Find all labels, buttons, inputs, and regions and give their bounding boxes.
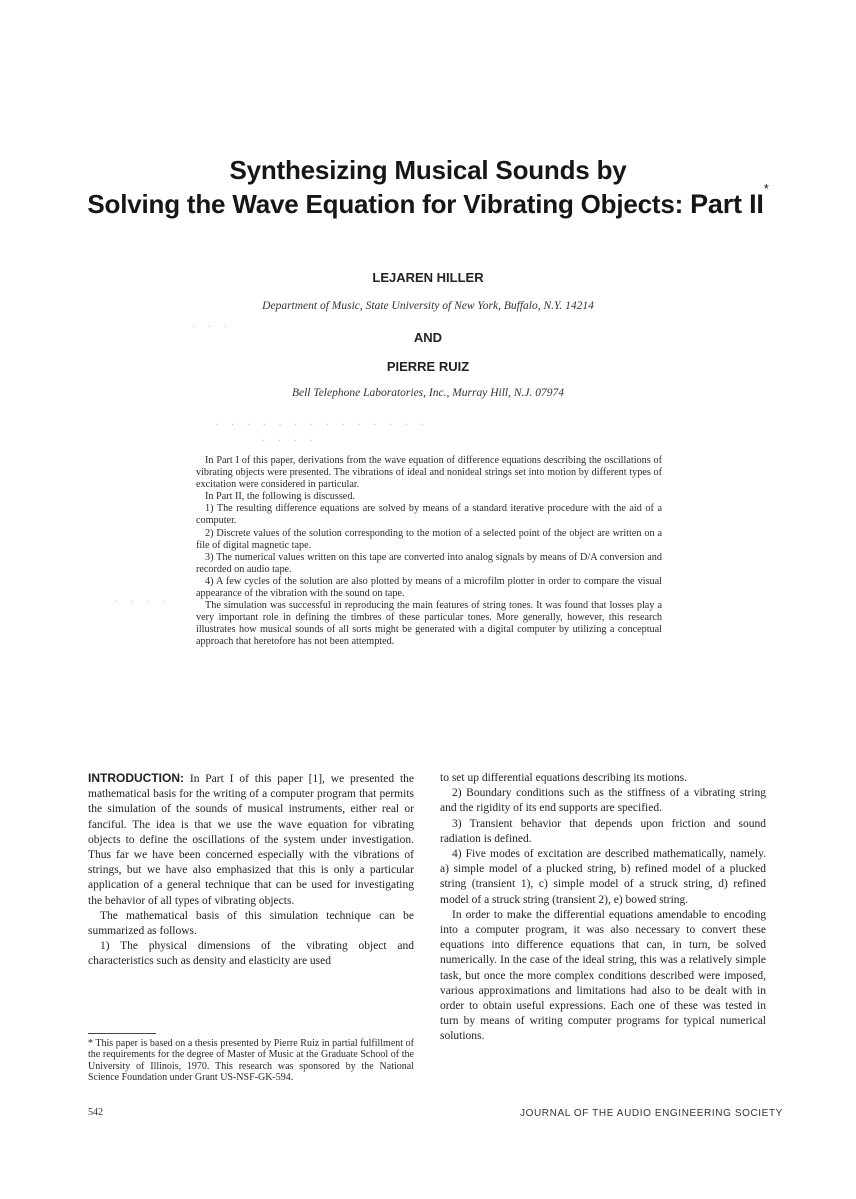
title-part: Part II [690, 189, 764, 219]
scan-dots: · · · · [262, 436, 318, 447]
body-paragraph: 2) Boundary conditions such as the stiffness of a vibrating string and the rigidity of its end supports are specified. [440, 787, 766, 815]
affiliation-1: Department of Music, State University of New York, Buffalo, N.Y. 14214 [262, 300, 594, 312]
title-asterisk: * [763, 181, 769, 197]
abstract-paragraph: 3) The numerical values written on this tape are converted into analog signals by means of D/A conversion and recorded on audio tape. [196, 551, 662, 575]
journal-name: JOURNAL OF THE AUDIO ENGINEERING SOCIETY [520, 1108, 783, 1119]
abstract-paragraph: The simulation was successful in reproducing the main features of string tones. It was found that losses play a very important role in defining the timbres of these particular tones. More generally, however, this research illustrates how musical sounds of all sorts might be generated with a digital computer by utilizing a conceptual approach that heretofore has not been attempted. [196, 600, 662, 648]
abstract-paragraph: In Part I of this paper, derivations from the wave equation of difference equations describing the oscillations of vibrating objects were presented. The vibrations of ideal and nonideal strings set into motion by different types of excitation were considered in particular. [196, 455, 662, 491]
abstract-paragraph: 4) A few cycles of the solution are also plotted by means of a microfilm plotter in order to compare the visual appearance of the vibration with the sound on tape. [196, 575, 662, 600]
abstract [196, 455, 662, 649]
affiliation-2: Bell Telephone Laboratories, Inc., Murray Hill, N.J. 07974 [291, 387, 565, 399]
footnote-rule [88, 1033, 156, 1034]
author-2: PIERRE RUIZ [386, 359, 470, 374]
body-paragraph: The mathematical basis of this simulation technique can be summarized as follows. [88, 909, 414, 938]
body-paragraph: to set up differential equations describing its motions. [440, 772, 687, 784]
abstract-paragraph: 2) Discrete values of the solution corresponding to the motion of a selected point of the object are written on a file of digital magnetic tape. [196, 527, 662, 551]
scan-dots: · · · · · · · · · · · · · · [215, 420, 430, 431]
title-main: Solving the Wave Equation for Vibrating Objects: [87, 189, 684, 219]
section-heading: INTRODUCTION: [88, 771, 184, 785]
author-1: LEJAREN HILLER [372, 270, 484, 285]
body-right-column [440, 771, 766, 1045]
body-left-column [88, 771, 414, 970]
page-number: 542 [88, 1107, 103, 1118]
abstract-paragraph: 1) The resulting difference equations are solved by means of a standard iterative procedure with the aid of a computer. [196, 503, 662, 527]
intro-text: In Part I of this paper [1], we presented the mathematical basis for the writing of a computer program that permits the simulation of the sounds of musical instruments, either real or fanciful. The idea is that we use the wave equation for vibrating objects to define the oscillations of the system under investigation. Thus far we have been concerned especially with the vibrations of strings, but we have also emphasized that this is only a particular application of a general technique that can be used for investigating the behavior of all types of vibrating objects. [88, 773, 414, 907]
body-paragraph: 1) The physical dimensions of the vibrating object and characteristics such as density and elasticity are used [88, 940, 414, 968]
author-conjunction: AND [413, 330, 443, 345]
title-line-1: Synthesizing Musical Sounds by [229, 155, 627, 185]
scan-dots: · · · · [115, 597, 171, 608]
body-paragraph [88, 771, 414, 909]
body-paragraph: 4) Five modes of excitation are described mathematically, namely. a) simple model of a plucked string, b) refined model of a plucked string (transient 1), c) simple model of a struck string, d) refined model of a struck string (transient 2), e) bowed string. [440, 848, 766, 906]
body-paragraph: 3) Transient behavior that depends upon friction and sound radiation is defined. [440, 817, 766, 845]
body-paragraph: In order to make the differential equations amendable to encoding into a computer program, it was also necessary to convert these equations into difference equations that can, in turn, be solved numerically. In the case of the ideal string, this was a relatively simple task, but once the more complex conditions described were imposed, various approximations and limitations had also to be dealt with in order to obtain useful expressions. Each one of these was tested in turn by means of writing computer programs for typical numerical solutions. [440, 908, 766, 1043]
scan-dots: · · · [192, 322, 232, 333]
footnote: * This paper is based on a thesis presented by Pierre Ruiz in partial fulfillment of the requirements for the degree of Master of Music at the Graduate School of the University of Illinois, 1970. This research was sponsored by the National Science Foundation under Grant US-NSF-GK-594. [88, 1038, 414, 1083]
title-line-2 [40, 181, 816, 220]
abstract-paragraph: In Part II, the following is discussed. [205, 491, 355, 503]
